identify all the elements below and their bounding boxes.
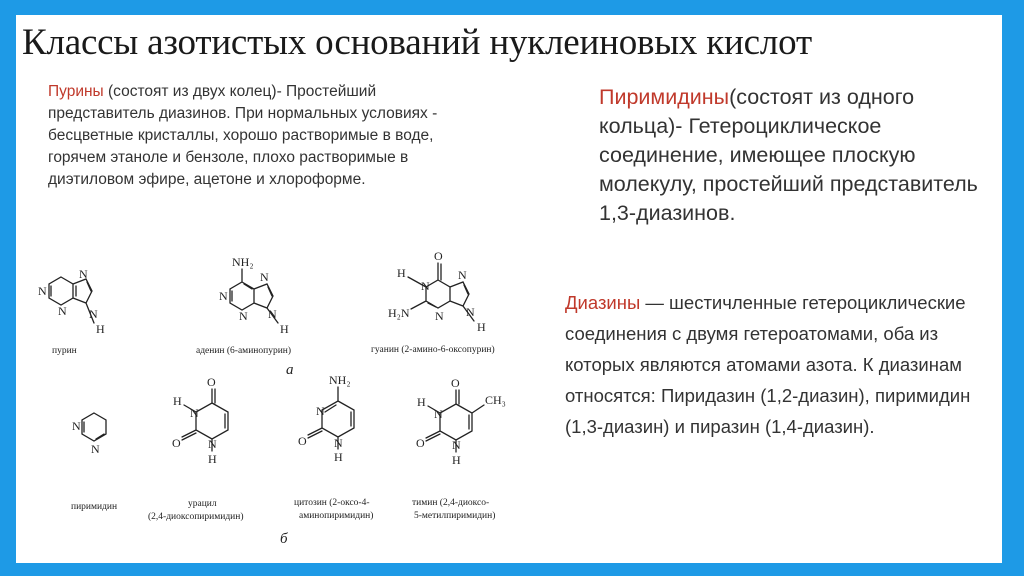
cytosine-atom-n: N bbox=[334, 436, 343, 450]
pyrimidines-term: Пиримидины bbox=[599, 85, 730, 109]
cytosine-structure bbox=[308, 387, 354, 449]
purine-atom-n: N bbox=[79, 267, 88, 281]
adenine-atom-h: H bbox=[280, 322, 289, 336]
uracil-structure bbox=[182, 389, 228, 451]
adenine-atom-n: N bbox=[268, 307, 277, 321]
guanine-atom-o: O bbox=[434, 249, 443, 263]
caption-cytosine-line2: аминопиримидин) bbox=[299, 511, 374, 521]
slide bbox=[16, 15, 1002, 563]
guanine-atom-h: H bbox=[477, 320, 486, 334]
cytosine-atom-n: N bbox=[316, 404, 325, 418]
uracil-atom-o: O bbox=[172, 436, 181, 450]
purines-text: (состоят из двух колец)- Простейший представитель диазинов. При нормальных условиях - бесцветные кристаллы, хорошо растворимые в воде, горячем этаноле и бензоле, плохо растворимые в диэтиловом эфире, ацетоне и хлороформе. bbox=[48, 83, 438, 188]
thymine-atom-h: H bbox=[417, 395, 426, 409]
adenine-atom-nh2: NH₂ bbox=[232, 255, 254, 269]
purine-atom-n: N bbox=[38, 284, 47, 298]
thymine-atom-o: O bbox=[451, 376, 460, 390]
cytosine-atom-h: H bbox=[334, 450, 343, 464]
caption-adenine: аденин (6-аминопурин) bbox=[196, 346, 292, 356]
thymine-atom-n: N bbox=[434, 407, 443, 421]
adenine-atom-n: N bbox=[219, 289, 228, 303]
caption-thymine-line2: 5-метилпиримидин) bbox=[414, 511, 496, 521]
cytosine-atom-o: O bbox=[298, 434, 307, 448]
pyrimidine-structure bbox=[82, 413, 106, 441]
slide-title: Классы азотистых оснований нуклеиновых кислот bbox=[22, 22, 812, 63]
uracil-atom-n: N bbox=[190, 406, 199, 420]
caption-cytosine-line1: цитозин (2-оксо-4- bbox=[294, 498, 370, 508]
guanine-atom-n: N bbox=[458, 268, 467, 282]
adenine-atom-n: N bbox=[239, 309, 248, 323]
purine-atom-h: H bbox=[96, 322, 105, 336]
guanine-atom-h2n: H₂N bbox=[388, 306, 410, 320]
caption-purine: пурин bbox=[52, 346, 77, 356]
panel-label-b: б bbox=[280, 531, 288, 547]
thymine-atom-n: N bbox=[452, 438, 461, 452]
caption-thymine-line1: тимин (2,4-диоксо- bbox=[412, 498, 490, 508]
panel-label-a: а bbox=[286, 362, 294, 378]
cytosine-atom-nh2: NH₂ bbox=[329, 373, 351, 387]
guanine-atom-n: N bbox=[421, 279, 430, 293]
caption-guanine: гуанин (2-амино-6-оксопурин) bbox=[371, 345, 495, 355]
chemical-structures-figure bbox=[16, 15, 1002, 563]
caption-pyrimidine: пиримидин bbox=[71, 502, 118, 512]
purine-structure bbox=[49, 277, 94, 323]
uracil-atom-h: H bbox=[208, 452, 217, 466]
adenine-atom-n: N bbox=[260, 270, 269, 284]
thymine-atom-o: O bbox=[416, 436, 425, 450]
guanine-atom-h: H bbox=[397, 266, 406, 280]
purine-atom-n: N bbox=[58, 304, 67, 318]
purines-term: Пурины bbox=[48, 83, 104, 100]
uracil-atom-h: H bbox=[173, 394, 182, 408]
thymine-atom-ch3: CH₃ bbox=[485, 393, 506, 407]
pyrimidine-atom-n: N bbox=[91, 442, 100, 456]
guanine-atom-n: N bbox=[435, 309, 444, 323]
uracil-atom-o: O bbox=[207, 375, 216, 389]
caption-uracil-line1: урацил bbox=[188, 499, 217, 509]
pyrimidines-text: (состоят из одного кольца)- Гетероциклическое соединение, имеющее плоскую молекулу, простейший представитель 1,3-диазинов. bbox=[599, 85, 978, 225]
purine-atom-n: N bbox=[89, 307, 98, 321]
caption-uracil-line2: (2,4-диоксопиримидин) bbox=[148, 512, 244, 522]
guanine-atom-n: N bbox=[466, 305, 475, 319]
uracil-atom-n: N bbox=[208, 437, 217, 451]
diazines-term: Диазины bbox=[565, 292, 641, 313]
diazines-text: — шестичленные гетероциклические соединения с двумя гетероатомами, оба из которых являются атомами азота. К диазинам относятся: Пиридазин (1,2-диазин), пиримидин (1,3-диазин) и пиразин (1,4-диазин). bbox=[565, 292, 971, 437]
pyrimidine-atom-n: N bbox=[72, 419, 81, 433]
thymine-atom-h: H bbox=[452, 453, 461, 467]
